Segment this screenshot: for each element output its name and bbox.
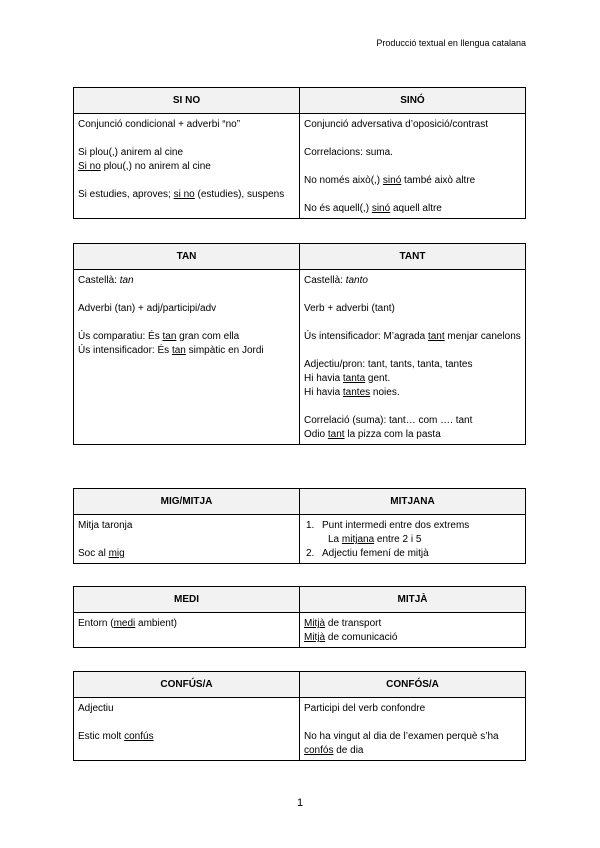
- header-tant: TANT: [300, 244, 526, 270]
- document-header: Producció textual en llengua catalana: [376, 38, 526, 48]
- table-si-no-sino: [73, 87, 526, 219]
- header-medi: MEDI: [74, 587, 300, 613]
- page-number: 1: [296, 797, 304, 809]
- cell-mitjana: 1. Punt intermedi entre dos extrems La mitjana entre 2 i 5 2. Adjectiu femení de mitjà: [300, 515, 526, 564]
- cell-mig-mitja: Mitja taronja Soc al mig: [74, 515, 300, 564]
- table-medi-mitja: [73, 586, 526, 648]
- header-confus: CONFÚS/A: [74, 672, 300, 698]
- table-tan-tant: [73, 243, 526, 445]
- cell-medi: Entorn (medi ambient): [74, 613, 300, 648]
- cell-mitja-accent: Mitjà de transport Mitjà de comunicació: [300, 613, 526, 648]
- header-mig-mitja: MIG/MITJA: [74, 489, 300, 515]
- header-sino: SINÓ: [300, 88, 526, 114]
- cell-tan: Castellà: tan Adverbi (tan) + adj/participi/adv Ús comparatiu: És tan gran com ella Ús intensificador: És tan simpàtic en Jordi: [74, 270, 300, 445]
- cell-sino: Conjunció adversativa d’oposició/contrast Correlacions: suma. No només això(,) sinó també això altre No és aquell(,) sinó aquell altre: [300, 114, 526, 219]
- cell-confos: Participi del verb confondre No ha vingut al dia de l’examen perquè s’ha confós de dia: [300, 698, 526, 761]
- header-tan: TAN: [74, 244, 300, 270]
- header-confos: CONFÓS/A: [300, 672, 526, 698]
- table-mig-mitjana: [73, 488, 526, 564]
- table-confus-confos: [73, 671, 526, 761]
- cell-tant: Castellà: tanto Verb + adverbi (tant) Ús intensificador: M’agrada tant menjar canelons Adjectiu/pron: tant, tants, tanta, tantes Hi havia tanta gent. Hi havia tantes noies. Correlació (suma): tant… com …. tant Odio tant la pizza com la pasta: [300, 270, 526, 445]
- header-mitja-accent: MITJÀ: [300, 587, 526, 613]
- header-si-no: SI NO: [74, 88, 300, 114]
- cell-confus: Adjectiu Estic molt confús: [74, 698, 300, 761]
- cell-si-no: Conjunció condicional + adverbi “no” Si plou(,) anirem al cine Si no plou(,) no anirem al cine Si estudies, aproves; si no (estudies), suspens: [74, 114, 300, 219]
- header-mitjana: MITJANA: [300, 489, 526, 515]
